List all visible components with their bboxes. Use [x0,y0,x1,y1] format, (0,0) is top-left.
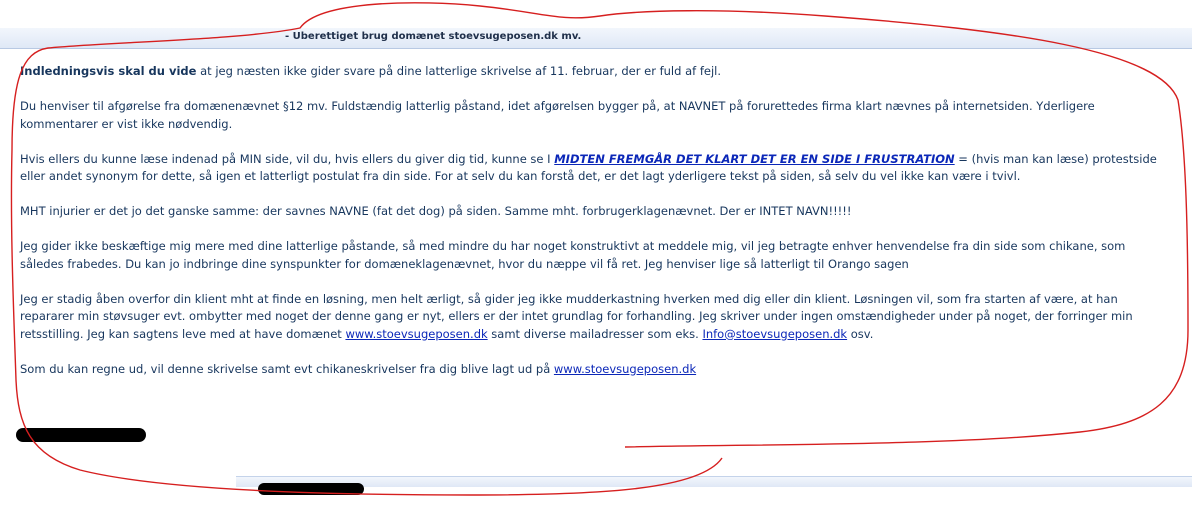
paragraph-intro [20,63,1170,81]
paragraph-frustration [20,151,1170,186]
website-link[interactable]: www.stoevsugeposen.dk [345,326,488,341]
frustration-text-b: = (hvis man kan læse) protestside eller andet synonym for dette, så igen et latterligt postulat fra din side. For at selv du kan forstå det, er det lagt yderligere tekst på siden, så selv du vel ikke kan være i tvivl. [20,151,1157,183]
intro-text: at jeg næsten ikke gider svare på dine latterlige skrivelse af 11. februar, der er fuld af fejl. [196,64,722,78]
closing-website-link[interactable]: www.stoevsugeposen.dk [553,361,697,376]
paragraph-domain-ruling: Du henviser til afgørelse fra domænenævnet §12 mv. Fuldstændig latterlig påstand, idet afgørelsen bygger på, at NAVNET på forurettedes firma klart nævnes på internetsiden. Yderligere kommentarer er vist ikke nødvendig. [20,99,1095,131]
window-title-bar [0,28,1192,49]
frustration-text-a: Hvis ellers du kunne læse indenad på MIN side, vil du, hvis ellers du giver dig tid, kunne se I [20,151,555,166]
closing-text: Som du kan regne ud, vil denne skrivelse samt evt chikaneskrivelser fra dig blive lagt ud på [20,361,554,376]
paragraph-solution [20,291,1170,344]
signature-redaction [16,428,146,442]
paragraph-injurier: MHT injurier er det jo det ganske samme: der savnes NAVNE (fat det dog) på siden. Samme mht. forbrugerklagenævnet. Der er INTET NAVN!!!!! [20,204,852,218]
solution-text-a: Jeg er stadig åben overfor din klient mht at finde en løsning, men helt ærligt, så gider jeg ikke mudderkastning hverken med dig eller din klient. Løsningen vil, som fra starten af være, at han repararer min støvsuger evt. ombytter med noget der denne gang er nyt, ellers er der intet grundlag for forhandling. Jeg skriver under ingen omstændigheder under på noget, der forringer min retsstilling. Jeg kan sagtens leve med at have domænet [20,291,1133,341]
solution-text-c: osv. [847,326,874,341]
paragraph-closing [20,361,1170,379]
footer-bar [236,476,1192,487]
paragraph-chikane: Jeg gider ikke beskæftige mig mere med dine latterlige påstande, så med mindre du har noget konstruktivt at meddele mig, vil jeg betragte enhver henvendelse fra din side som chikane, som således frabedes. Du kan jo indbringe dine synspunkter for domæneklagenævnet, hvor du næppe vil få ret. Jeg henviser lige så latterligt til Orango sagen [20,239,1126,271]
frustration-emphasis: MIDTEN FREMGÅR DET KLART DET ER EN SIDE I FRUSTRATION [554,151,955,166]
footer-redaction [258,483,364,495]
solution-text-b: samt diverse mailadresser som eks. [487,326,703,341]
window-title: - Uberettiget brug domænet stoevsugeposen.dk mv. [285,31,582,42]
intro-bold-text: Indledningsvis skal du vide [20,64,197,78]
email-link[interactable]: Info@stoevsugeposen.dk [702,326,848,341]
message-body [20,63,1170,396]
